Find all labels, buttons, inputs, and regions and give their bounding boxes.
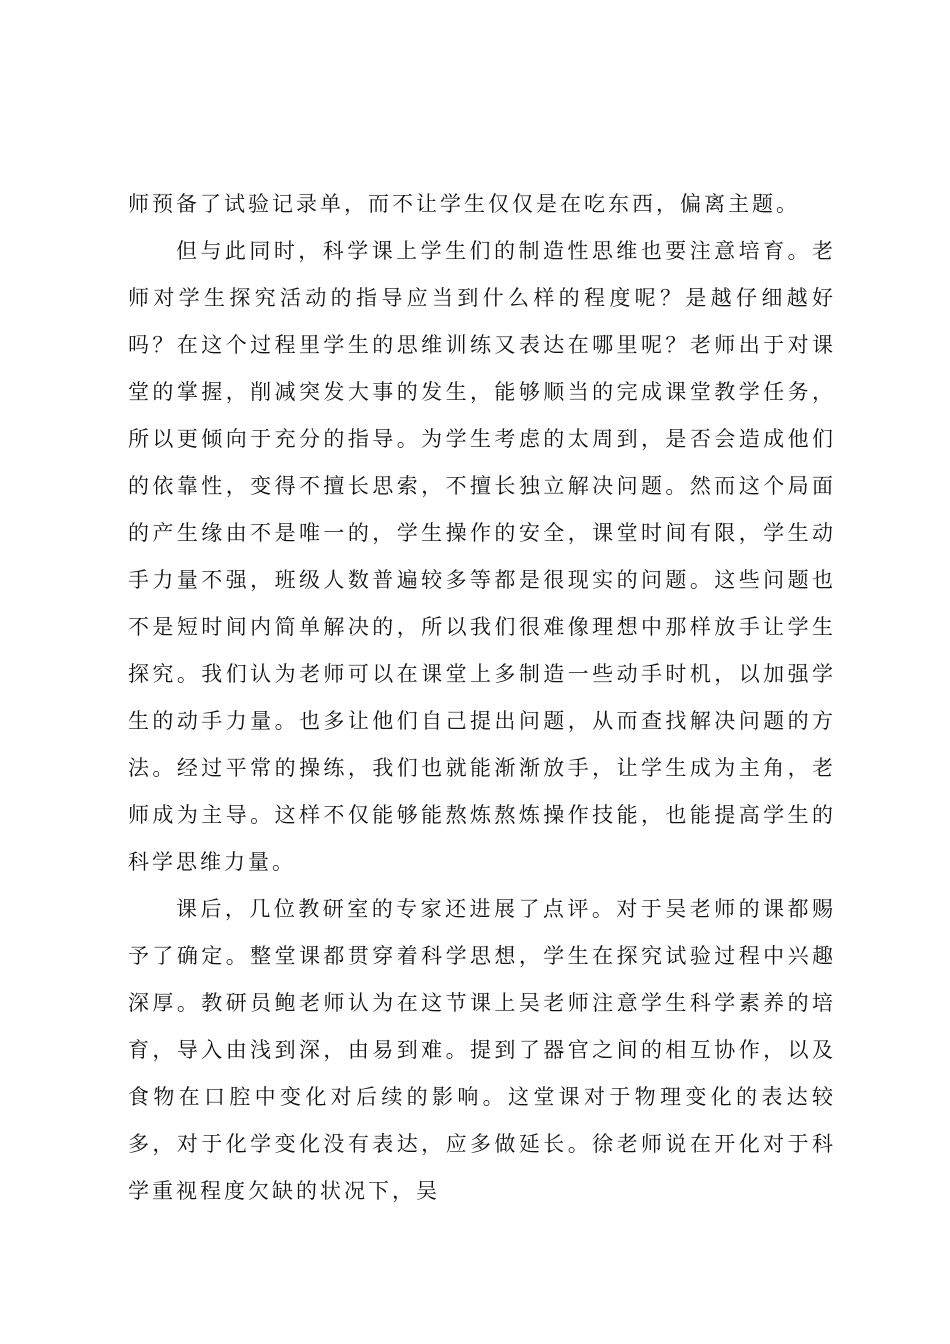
paragraph-3: 课后，几位教研室的专家还进展了点评。对于吴老师的课都赐予了确定。整堂课都贯穿着科学思想，学生在探究试验过程中兴趣深厚。教研员鲍老师认为在这节课上吴老师注意学生科学素养的培育，导入由浅到深，由易到难。提到了器官之间的相互协作，以及食物在口腔中变化对后续的影响。这堂课对于物理变化的表达较多，对于化学变化没有表达，应多做延长。徐老师说在开化对于科学重视程度欠缺的状况下，吴 — [128, 897, 836, 1203]
paragraph-1: 师预备了试验记录单，而不让学生仅仅是在吃东西，偏离主题。 — [128, 192, 800, 216]
body-text — [128, 181, 836, 1215]
paragraph-2: 但与此同时，科学课上学生们的制造性思维也要注意培育。老师对学生探究活动的指导应当到什么样的程度呢？是越仔细越好吗？在这个过程里学生的思维训练又表达在哪里呢？老师出于对课堂的掌握，削减突发大事的发生，能够顺当的完成课堂教学任务，所以更倾向于充分的指导。为学生考虑的太周到，是否会造成他们的依靠性，变得不擅长思索，不擅长独立解决问题。然而这个局面的产生缘由不是唯一的，学生操作的安全，课堂时间有限，学生动手力量不强，班级人数普遍较多等都是很现实的问题。这些问题也不是短时间内简单解决的，所以我们很难像理想中那样放手让学生探究。我们认为老师可以在课堂上多制造一些动手时机，以加强学生的动手力量。也多让他们自己提出问题，从而查找解决问题的方法。经过平常的操练，我们也就能渐渐放手，让学生成为主角，老师成为主导。这样不仅能够能熬炼熬炼操作技能，也能提高学生的科学思维力量。 — [128, 239, 836, 874]
